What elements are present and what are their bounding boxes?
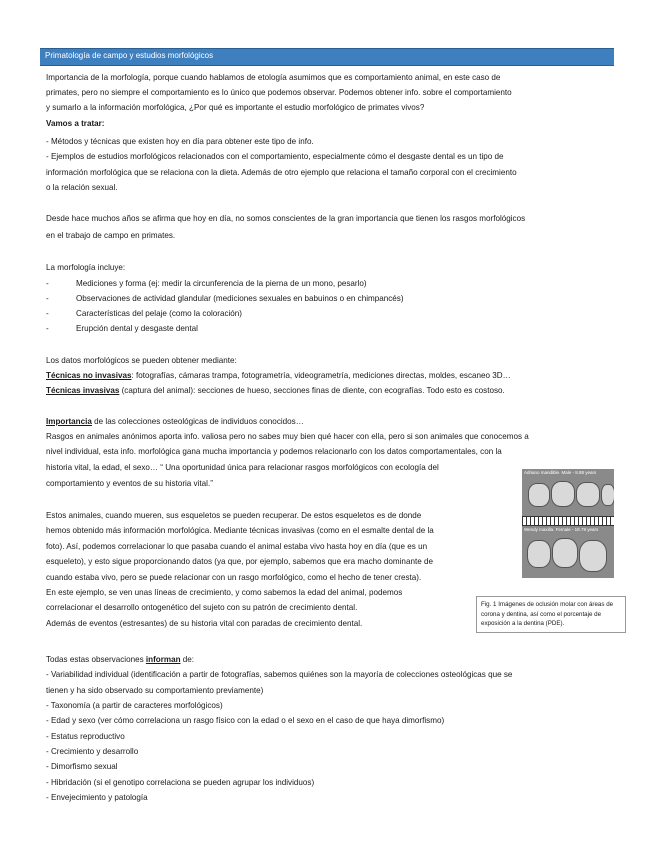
dental-figure [522,469,614,578]
animales-line: Además de eventos (estresantes) de su historia vital con paradas de crecimiento dental. [46,619,363,628]
no-invasivas-label: Técnicas no invasivas [46,371,132,380]
section-title: Primatología de campo y estudios morfológicos [45,51,214,60]
animales-line: esqueleto), y esto sigue proporcionando datos (ya que, por ejemplo, sabemos que era macho dominante de [46,557,433,566]
observaciones-item: - Envejecimiento y patología [46,793,148,802]
importancia-heading [46,414,304,429]
observaciones-item: tienen y ha sido observado su comportamiento previamente) [46,686,264,695]
animales-line: hemos obtenido más información morfológica. Mediante técnicas invasivas (como en el esmalte dental de la [46,526,434,535]
desde-line: en el trabajo de campo en primates. [46,231,176,240]
morfologia-item: Erupción dental y desgaste dental [76,324,198,333]
bullet-dash: - [46,309,49,318]
intro-line: primates, pero no siempre el comportamiento es lo único que podemos observar. Podemos obtener info. sobre el comportamiento [46,88,512,97]
animales-line: Estos animales, cuando mueren, sus esqueletos se pueden recuperar. De estos esqueletos es de donde [46,511,422,520]
importancia-line: Rasgos en animales anónimos aporta info. valiosa pero no sabes muy bien qué hacer con ella, pero si son animales que conocemos a [46,432,529,441]
desde-line: Desde hace muchos años se afirma que hoy en día, no somos conscientes de la gran importancia que tienen los rasgos morfológicos [46,214,526,223]
no-invasivas-text: : fotografías, cámaras trampa, fotogrametría, videogrametría, mediciones directas, moldes, escaneo 3D… [131,371,511,380]
animales-line: foto). Así, podemos correlacionar lo que pasaba cuando el animal estaba vivo hasta hoy en día (que es un [46,542,428,551]
bullet-dash: - [46,294,49,303]
observaciones-pre: Todas estas observaciones [46,655,146,664]
morfologia-item: Mediciones y forma (ej: medir la circunferencia de la pierna de un mono, pesarlo) [76,279,367,288]
observaciones-item: - Edad y sexo (ver cómo correlaciona un rasgo físico con la edad o el sexo en el caso de que haya dimorfismo) [46,716,445,725]
bullet-dash: - [46,279,49,288]
importancia-line: comportamiento y eventos de su historia vital.” [46,479,213,488]
morfologia-item: Observaciones de actividad glandular (mediciones sexuales en babuinos o en chimpancés) [76,294,404,303]
figure-top-label: Adriano mandible. Male - 8.88 years [524,470,597,475]
observaciones-item: - Dimorfismo sexual [46,762,118,771]
observaciones-item: - Taxonomía (a partir de caracteres morfológicos) [46,701,223,710]
figure-bottom-label: Wendy maxilla. Female - 18.79 years [524,527,599,532]
vamos-line: - Ejemplos de estudios morfológicos relacionados con el comportamiento, especialmente cómo el desgaste dental es un tipo de [46,152,504,161]
observaciones-post: de: [180,655,195,664]
observaciones-item: - Hibridación (si el genotipo correlaciona se pueden agrupar los individuos) [46,778,315,787]
section-header [40,48,614,66]
observaciones-heading [46,652,194,667]
datos-invasivas [46,383,505,398]
invasivas-text: (captura del animal): secciones de hueso, secciones finas de diente, con ecografías. Todo esto es costoso. [119,386,505,395]
intro-line: Importancia de la morfología, porque cuando hablamos de etología asumimos que es comportamiento animal, en este caso de [46,73,501,82]
intro-line: y sumarlo a la información morfológica, ¿Por qué es importante el estudio morfológico de primates vivos? [46,103,425,112]
morfologia-intro: La morfología incluye: [46,263,126,272]
molar-image-bottom [522,526,614,578]
datos-no-invasivas [46,368,511,383]
vamos-line: información morfológica que se relaciona con la dieta. Además de otro ejemplo que relaciona el tamaño corporal con el crecimiento [46,168,517,177]
importancia-line: historia vital, la edad, el sexo… “ Una oportunidad única para relacionar rasgos morfológicos con ecología del [46,463,439,472]
observaciones-item: - Crecimiento y desarrollo [46,747,139,756]
importancia-line: nivel individual, esta info. morfológica gana mucha importancia y podemos relacionarlo con los datos comportamentales, con la [46,447,502,456]
observaciones-item: - Estatus reproductivo [46,732,125,741]
figure-caption: Fig. 1 Imágenes de oclusión molar con áreas de corona y dentina, así como el porcentaje de exposición a la dentina (PDE). [476,596,626,633]
informan-label: informan [145,655,181,664]
bullet-dash: - [46,324,49,333]
molar-image-top [522,469,614,516]
vamos-heading: Vamos a tratar: [46,119,105,128]
animales-line: cuando estaba vivo, pero se puede relacionar con un rasgo morfológico, como el hecho de tener cresta). [46,573,422,582]
importancia-text: de las colecciones osteológicas de individuos conocidos… [91,417,304,426]
observaciones-item: - Variabilidad individual (identificación a partir de fotografías, sabemos quiénes son la mayoría de colecciones osteológicas que se [46,670,513,679]
datos-intro: Los datos morfológicos se pueden obtener mediante: [46,356,237,365]
invasivas-label: Técnicas invasivas [46,386,120,395]
importancia-label: Importancia [46,417,92,426]
animales-line: correlacionar el desarrollo ontogenético del sujeto con su patrón de crecimiento dental. [46,603,358,612]
morfologia-item: Características del pelaje (como la coloración) [76,309,242,318]
vamos-line: o la relación sexual. [46,183,118,192]
scale-ruler [522,516,614,526]
vamos-line: - Métodos y técnicas que existen hoy en día para obtener este tipo de info. [46,137,314,146]
animales-line: En este ejemplo, se ven unas líneas de crecimiento, y como sabemos la edad del animal, podemos [46,588,403,597]
